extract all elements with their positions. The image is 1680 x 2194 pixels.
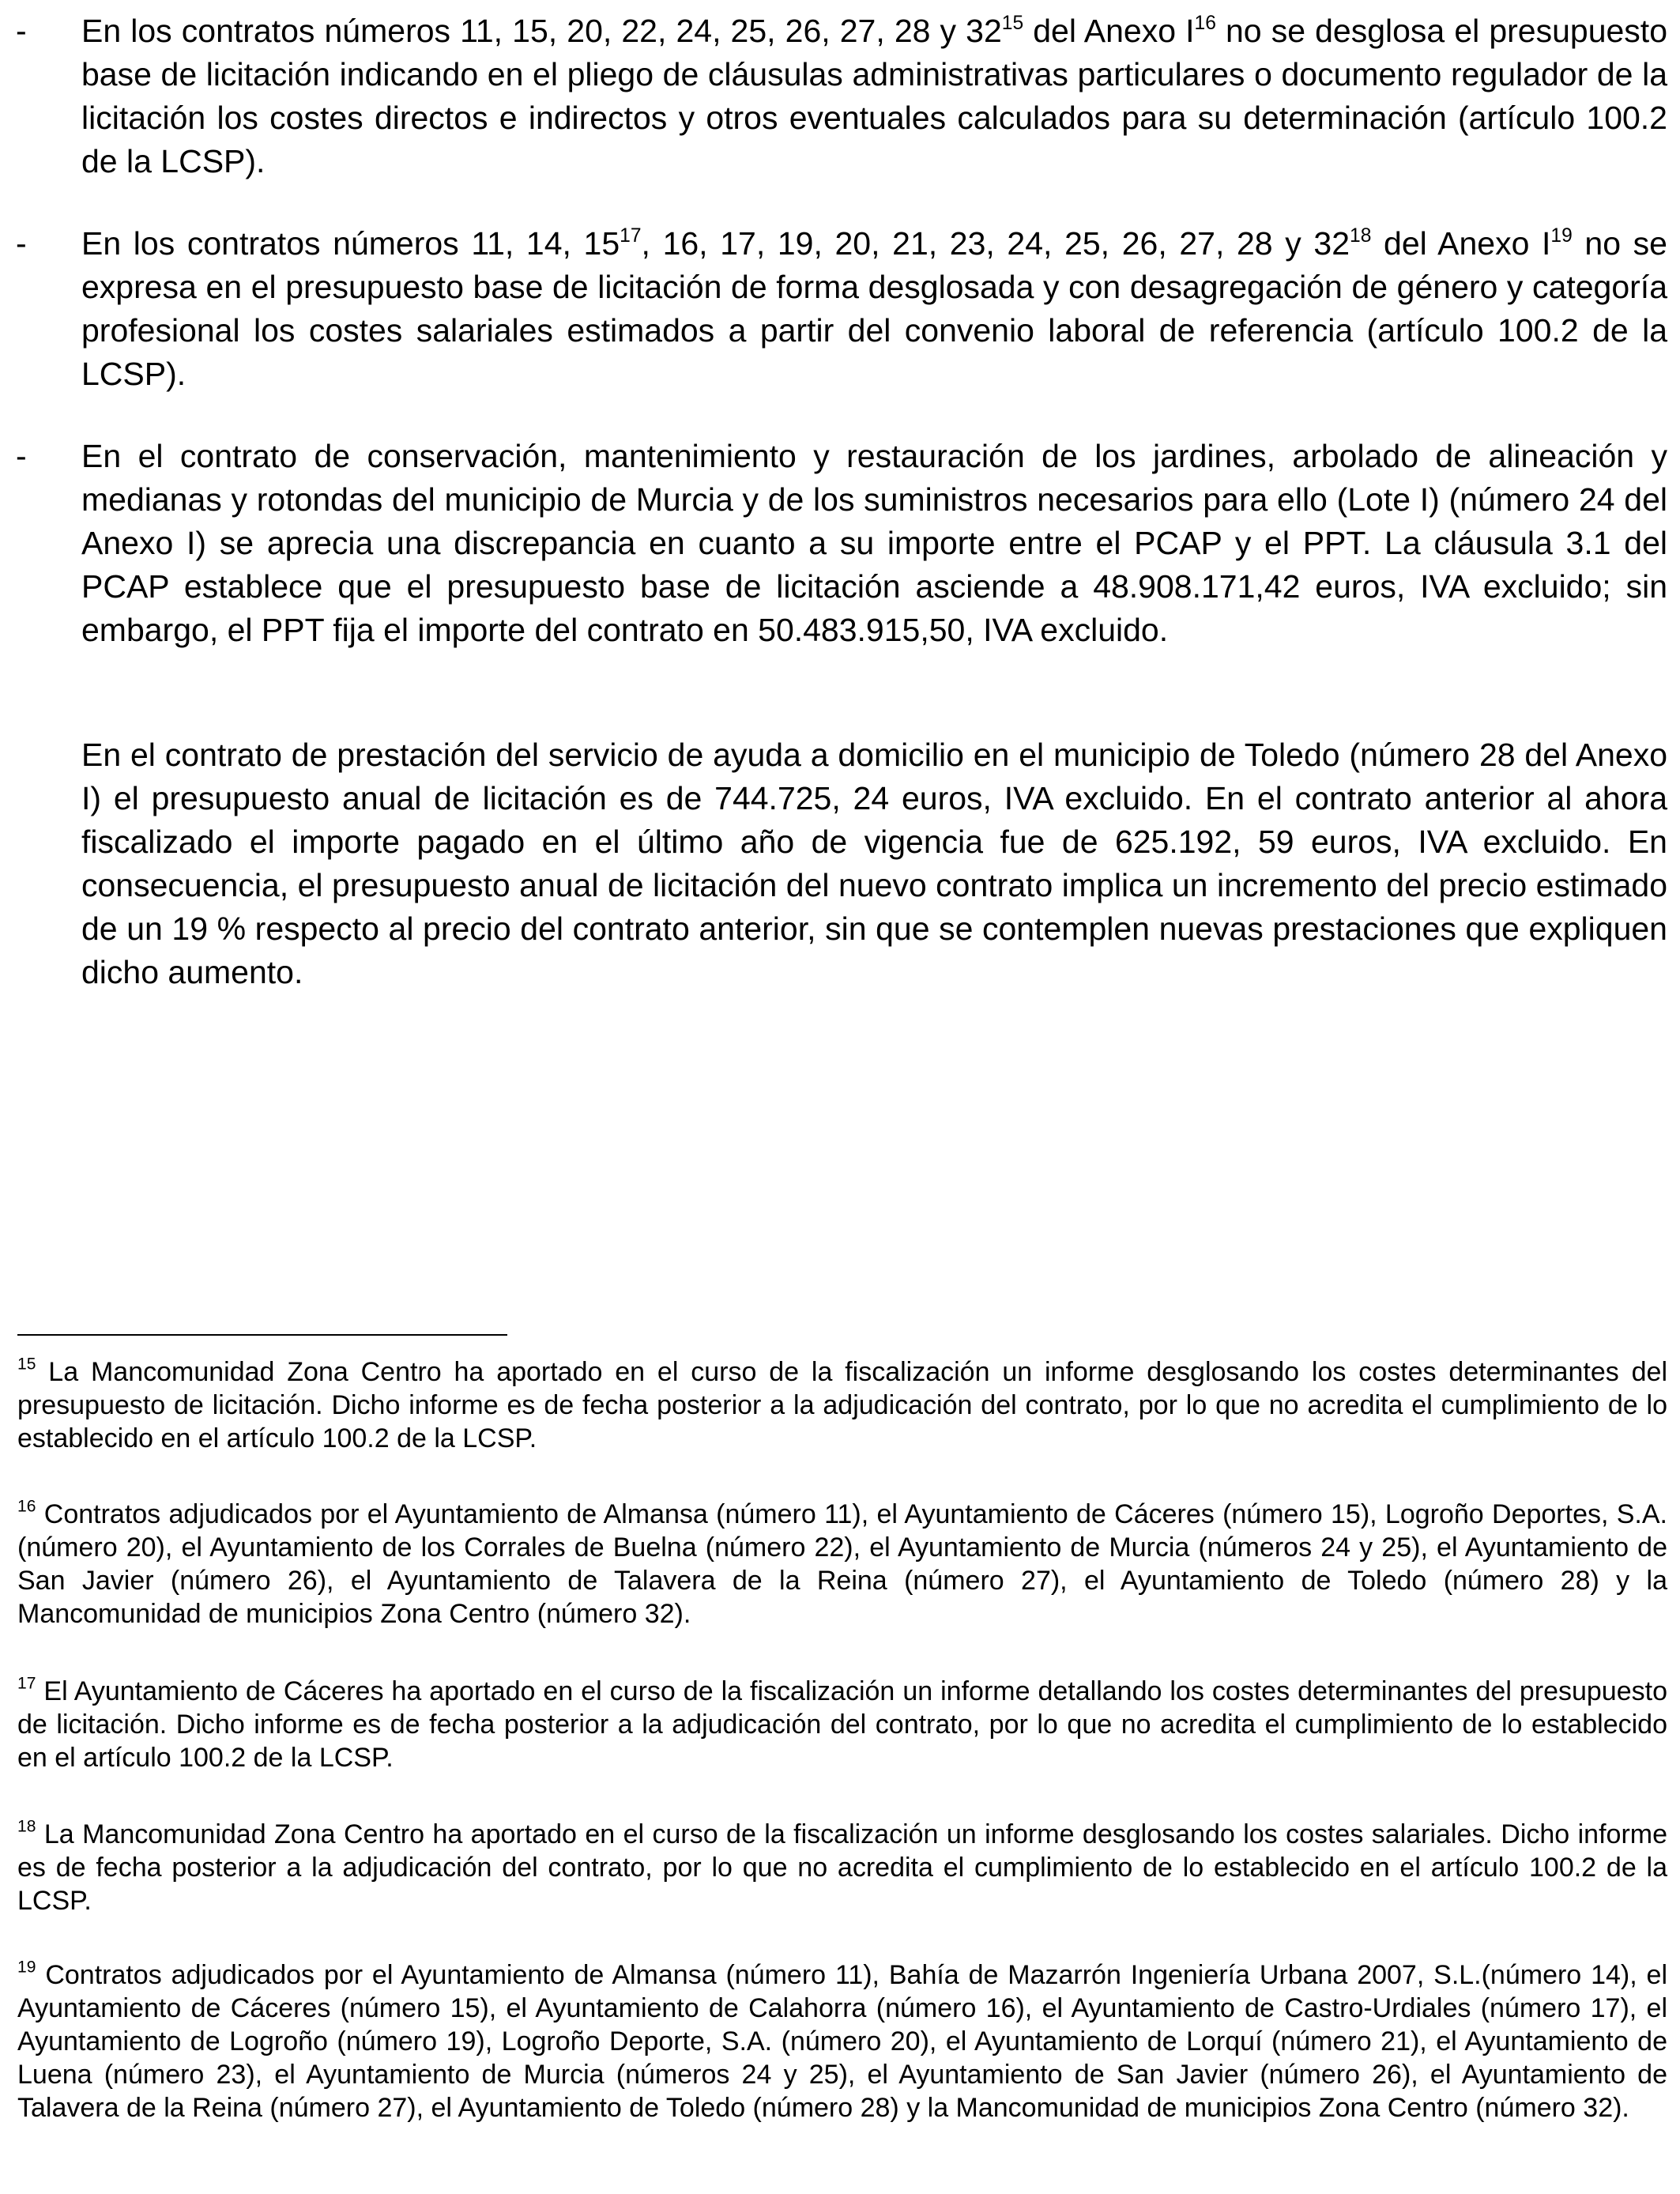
footnote-ref: 16 [1194, 13, 1216, 35]
paragraph-text: En el contrato de prestación del servicio de ayuda a domicilio en el municipio de Toledo (número 28 del Anexo I) el presupuesto anual de licitación es de 744.725, 24 euros, IVA excluido. En el contrato anterior al ahora fiscalizado el importe pagado en el último año de vigencia fue de 625.192, 59 euros, IVA excluido. En consecuencia, el presupuesto anual de licitación del nuevo contrato implica un incremento del precio estimado de un 19 % respecto al precio del contrato anterior, sin que se contemplen nuevas prestaciones que expliquen dicho aumento. [81, 737, 1667, 990]
footnote: $^{18}$ La Mancomunidad Zona Centro ha aportado en el curso de la fiscalización un informe desglosando los costes salariales. Dicho informe es de fecha posterior a la adjudicación del contrato, por lo que no acredita el cumplimiento de lo establecido en el artículo 100.2 de la LCSP. [17, 1817, 1667, 1916]
footnote: $^{16}$ Contratos adjudicados por el Ayuntamiento de Almansa (número 11), el Ayuntamiento de Cáceres (número 15), Logroño Deportes, S.A. (número 20), el Ayuntamiento de los Corrales de Buelna (número 22), el Ayuntamiento de Murcia (números 24 y 25), el Ayuntamiento de San Javier (número 26), el Ayuntamiento de Talavera de la Reina (número 27), el Ayuntamiento de Toledo (número 28) y la Mancomunidad de municipios Zona Centro (número 32). [17, 1497, 1667, 1629]
footnote-number: 18 [17, 1817, 36, 1836]
bullet-text: En el contrato de conservación, mantenimiento y restauración de los jardines, arbolado de alineación y medianas y rotondas del municipio de Murcia y de los suministros necesarios para ello (Lote I) (número 24 del Anexo I) se aprecia una discrepancia en cuanto a su importe entre el PCAP y el PPT. La cláusula 3.1 del PCAP establece que el presupuesto base de licitación asciende a 48.908.171,42 euros, IVA excluido; sin embargo, el PPT fija el importe del contrato en 50.483.915,50, IVA excluido. [81, 438, 1667, 648]
bullet-dash: - [16, 225, 27, 262]
footnote: $^{17}$ El Ayuntamiento de Cáceres ha aportado en el curso de la fiscalización un informe detallando los costes determinantes del presupuesto de licitación. Dicho informe es de fecha posterior a la adjudicación del contrato, por lo que no acredita el cumplimiento de lo establecido en el artículo 100.2 de la LCSP. [17, 1674, 1667, 1773]
footnote-ref: 18 [1350, 225, 1372, 247]
footnote-ref: 15 [1001, 13, 1024, 35]
footnote: $^{15}$ La Mancomunidad Zona Centro ha aportado en el curso de la fiscalización un informe desglosando los costes determinantes del presupuesto de licitación. Dicho informe es de fecha posterior a la adjudicación del contrato, por lo que no acredita el cumplimiento de lo establecido en el artículo 100.2 de la LCSP. [17, 1355, 1667, 1453]
bullet-text: En los contratos números 11, 14, $15^{17}$, 16, 17, 19, 20, 21, 23, 24, 25, 26, 27, 28 y $32^{18}$ del Anexo $I^{19}$ no se expresa en el presupuesto base de licitación de forma desglosada y con desagregación de género y categoría profesional los costes salariales estimados a partir del convenio laboral de referencia (artículo 100.2 de la LCSP). [81, 225, 1667, 392]
footnote-ref: 19 [1550, 225, 1573, 247]
footnote-ref: 17 [620, 225, 642, 247]
footnote-number: 17 [17, 1674, 36, 1693]
footnote-number: 15 [17, 1355, 36, 1374]
footnote: $^{19}$ Contratos adjudicados por el Ayuntamiento de Almansa (número 11), Bahía de Mazarrón Ingeniería Urbana 2007, S.L.(número 14), el Ayuntamiento de Cáceres (número 15), el Ayuntamiento de Calahorra (número 16), el Ayuntamiento de Castro-Urdiales (número 17), el Ayuntamiento de Logroño (número 19), Logroño Deporte, S.A. (número 20), el Ayuntamiento de Lorquí (número 21), el Ayuntamiento de Luena (número 23), el Ayuntamiento de Murcia (números 24 y 25), el Ayuntamiento de San Javier (número 26), el Ayuntamiento de Talavera de la Reina (número 27), el Ayuntamiento de Toledo (número 28) y la Mancomunidad de municipios Zona Centro (número 32). [17, 1958, 1667, 2123]
footnote-number: 19 [17, 1958, 36, 1977]
footnote-number: 16 [17, 1497, 36, 1516]
bullet-text: En los contratos números 11, 15, 20, 22, 24, 25, 26, 27, 28 y $32^{15}$ del Anexo $I^{16}$ no se desglosa el presupuesto base de licitación indicando en el pliego de cláusulas administrativas particulares o documento regulador de la licitación los costes directos e indirectos y otros eventuales calculados para su determinación (artículo 100.2 de la LCSP). [81, 13, 1667, 179]
bullet-dash: - [16, 13, 27, 49]
bullet-dash: - [16, 438, 27, 474]
footnote-separator [17, 1334, 507, 1336]
